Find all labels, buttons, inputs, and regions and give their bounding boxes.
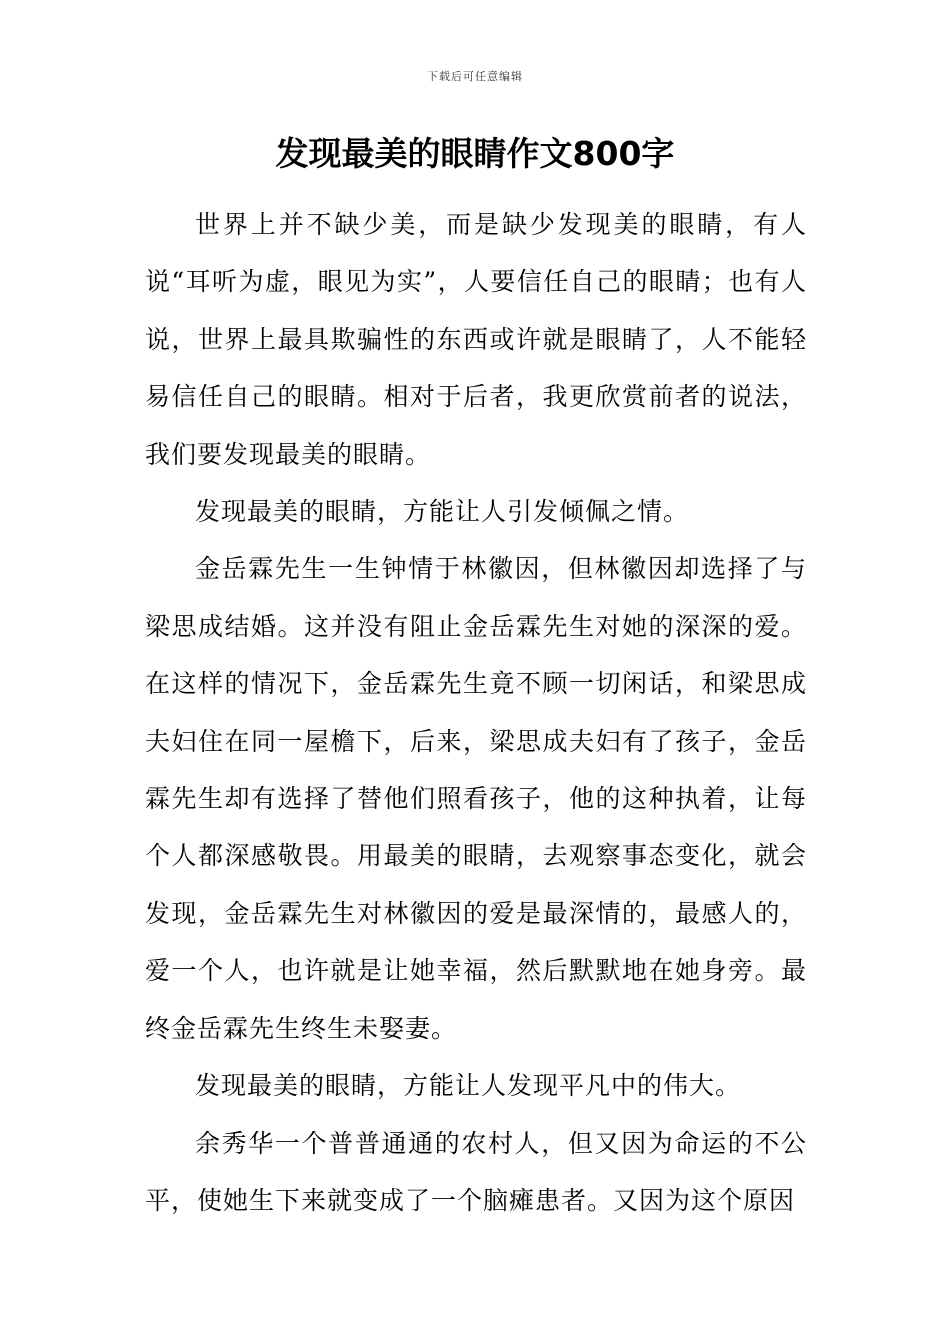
paragraph: 金岳霖先生一生钟情于林徽因，但林徽因却选择了与梁思成结婚。这并没有阻止金岳霖先生对她的深深的爱。在这样的情况下，金岳霖先生竟不顾一切闲话，和梁思成夫妇住在同一屋檐下，后来，梁思成夫妇有了孩子，金岳霖先生却有选择了替他们照看孩子，他的这种执着，让每个人都深感敬畏。用最美的眼睛，去观察事态变化，就会发现，金岳霖先生对林徽因的爱是最深情的，最感人的，爱一个人，也许就是让她幸福，然后默默地在她身旁。最终金岳霖先生终生未娶妻。 bbox=[145, 554, 807, 1043]
document-body bbox=[145, 196, 807, 1229]
paragraph: 发现最美的眼睛，方能让人引发倾佩之情。 bbox=[195, 497, 690, 527]
document-title: 发现最美的眼睛作文800字 bbox=[275, 134, 675, 173]
paragraph: 余秀华一个普普通通的农村人，但又因为命运的不公平，使她生下来就变成了一个脑瘫患者。又因为这个原因 bbox=[145, 1128, 807, 1215]
paragraph: 发现最美的眼睛，方能让人发现平凡中的伟大。 bbox=[195, 1071, 742, 1101]
header-note: 下载后可任意编辑 bbox=[427, 70, 523, 83]
paragraph: 世界上并不缺少美，而是缺少发现美的眼睛，有人说“耳听为虚，眼见为实”，人要信任自己的眼睛；也有人说，世界上最具欺骗性的东西或许就是眼睛了，人不能轻易信任自己的眼睛。相对于后者，我更欣赏前者的说法，我们要发现最美的眼睛。 bbox=[145, 210, 807, 469]
